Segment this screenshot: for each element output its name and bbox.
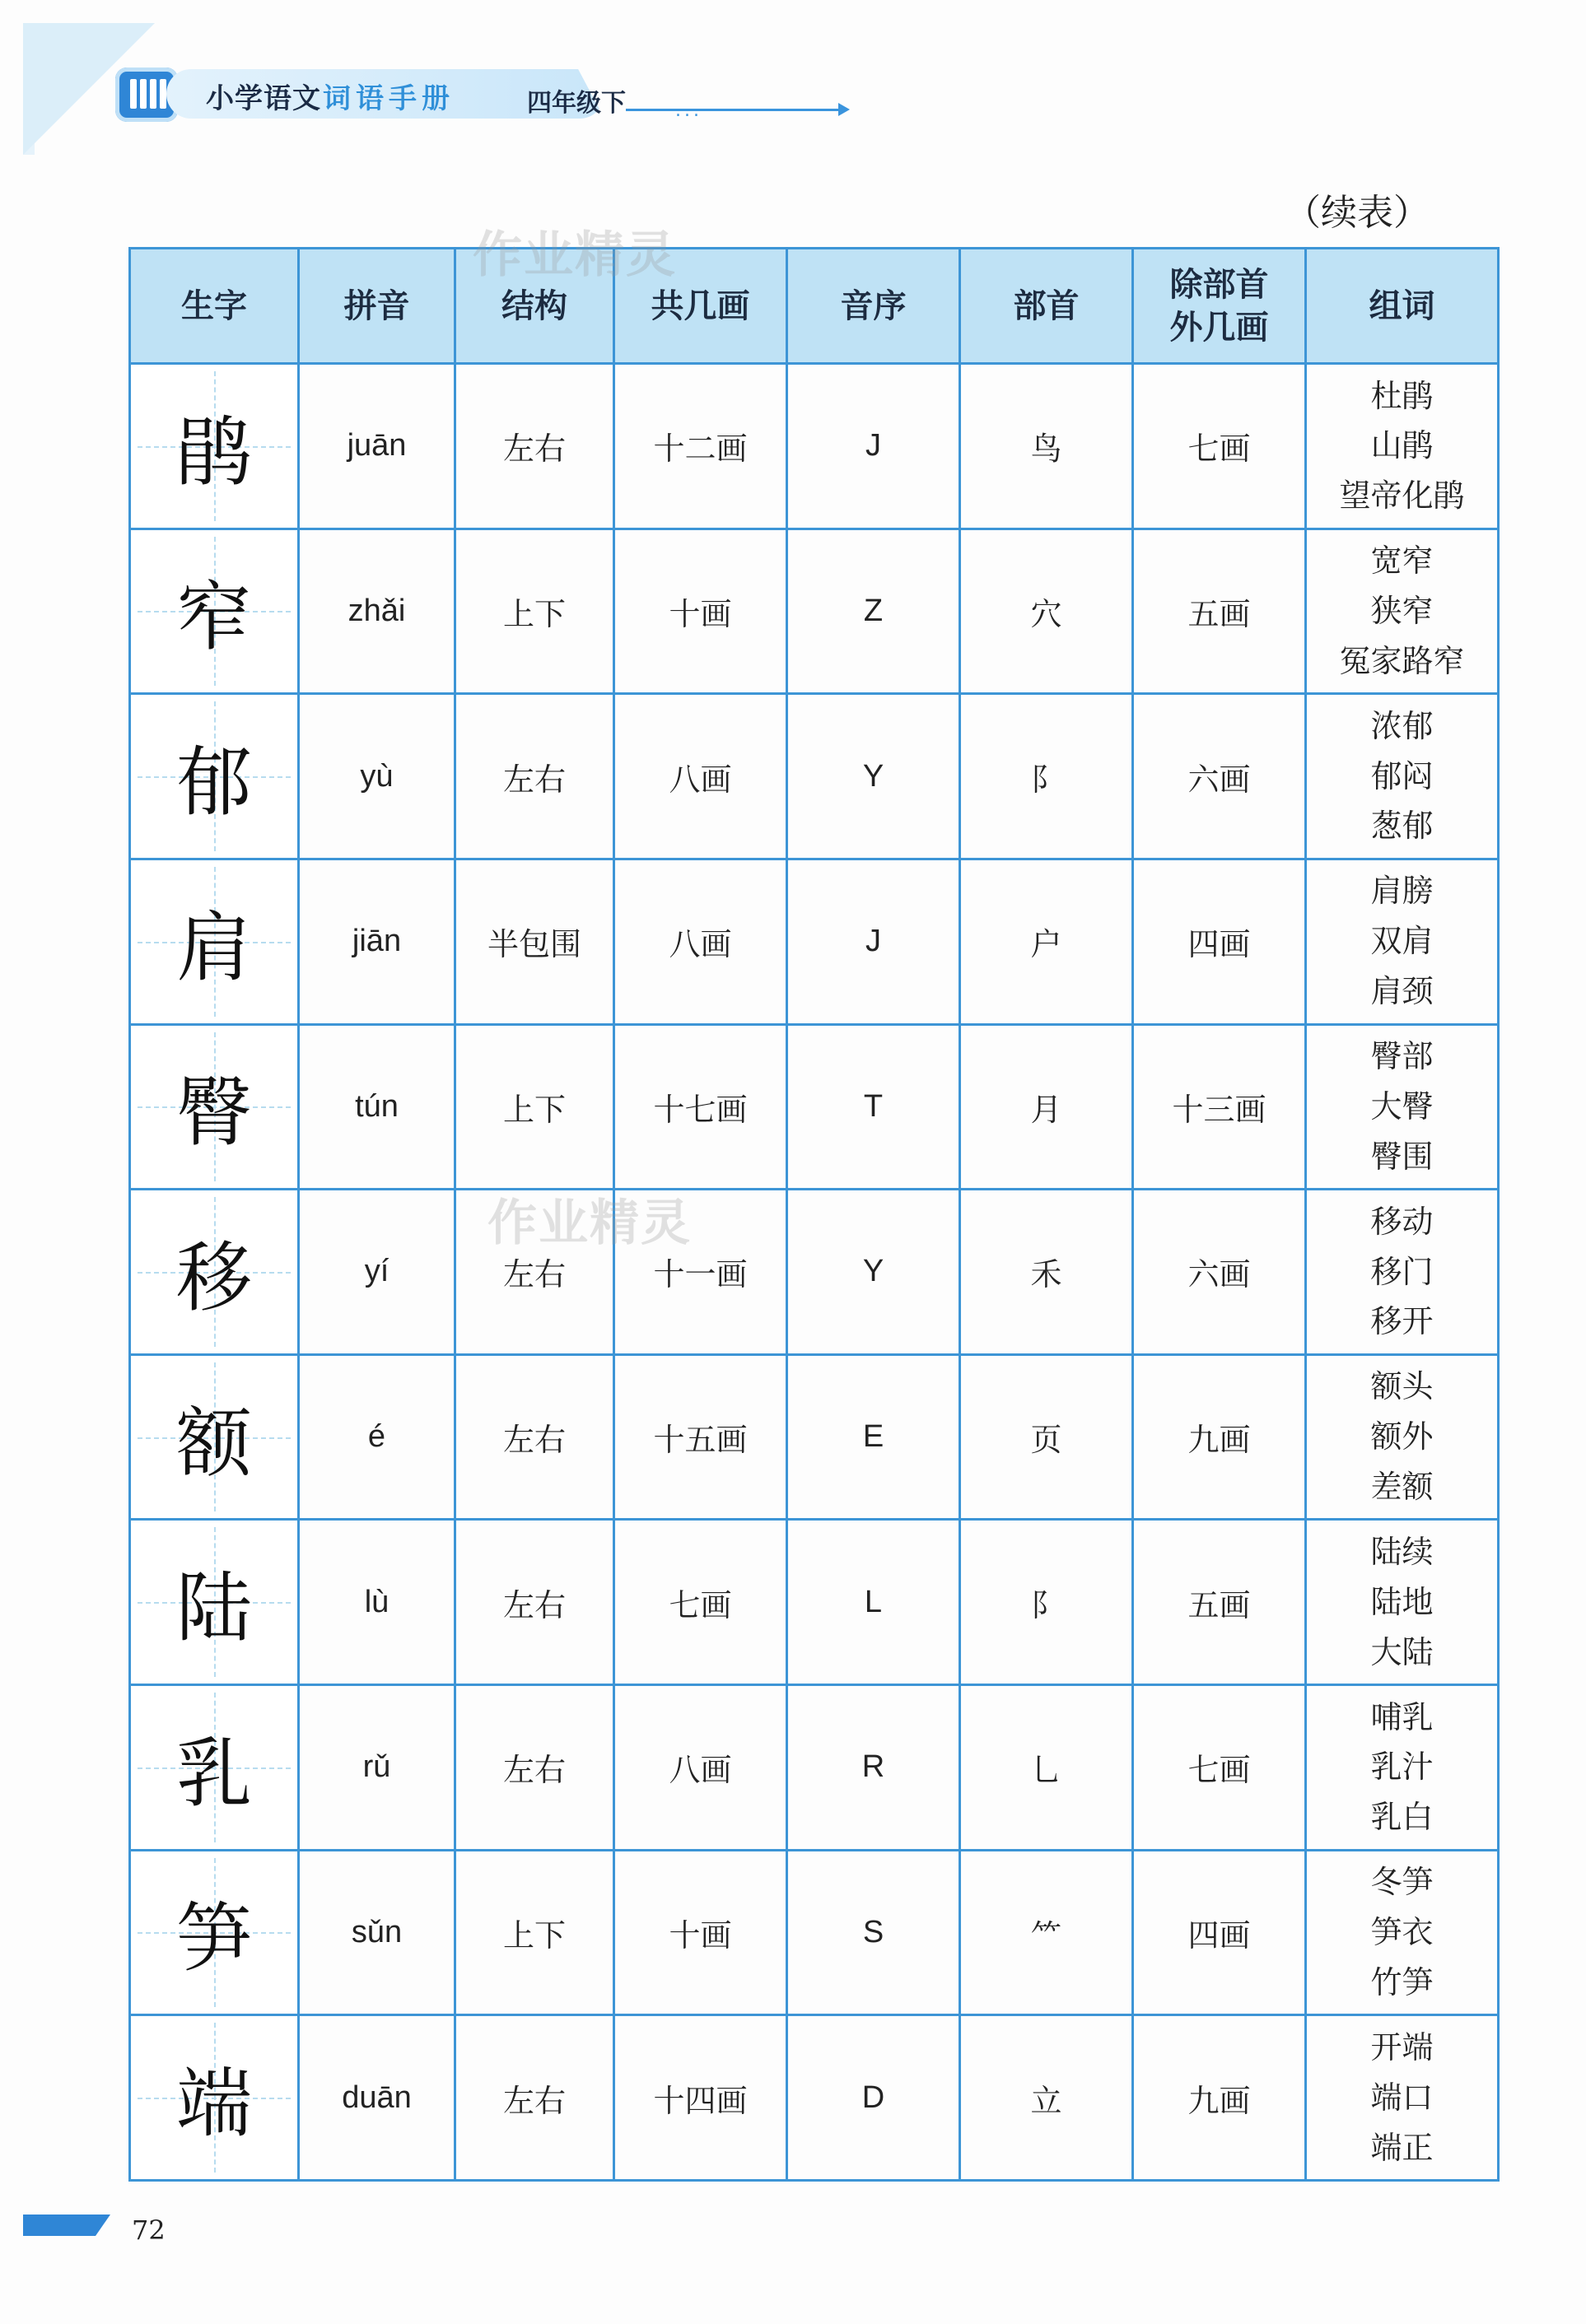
index-letter-cell: R xyxy=(787,1685,960,1851)
word-item: 差额 xyxy=(1370,1468,1434,1505)
structure-cell: 左右 xyxy=(455,694,614,859)
char-cell xyxy=(130,1685,299,1851)
structure-cell: 上下 xyxy=(455,529,614,694)
word-item: 大臀 xyxy=(1370,1087,1434,1125)
table-row xyxy=(130,1850,1499,2015)
strokes-cell: 十画 xyxy=(614,529,787,694)
char-cell xyxy=(130,859,299,1024)
character-glyph: 端 xyxy=(175,2060,252,2149)
words-cell xyxy=(1306,1190,1499,1355)
strokes-cell: 十画 xyxy=(614,1850,787,2015)
radical-cell: ⺮ xyxy=(960,1850,1133,2015)
word-item: 山鹃 xyxy=(1370,427,1434,464)
table-row xyxy=(130,529,1499,694)
table-row xyxy=(130,1354,1499,1520)
radical-cell: 月 xyxy=(960,1024,1133,1190)
structure-cell: 半包围 xyxy=(455,859,614,1024)
word-item: 哺乳 xyxy=(1370,1698,1434,1735)
header-grade: 四年级下 xyxy=(527,89,626,118)
char-cell xyxy=(130,1520,299,1685)
table-row xyxy=(130,1190,1499,1355)
character-glyph: 郁 xyxy=(175,738,252,827)
word-item: 肩膀 xyxy=(1370,873,1434,910)
word-item: 冬笋 xyxy=(1370,1864,1434,1901)
char-cell xyxy=(130,1850,299,2015)
pinyin-cell: yí xyxy=(299,1190,455,1355)
char-cell xyxy=(130,1354,299,1520)
other-strokes-cell: 十三画 xyxy=(1133,1024,1306,1190)
word-item: 狭窄 xyxy=(1370,593,1434,630)
table-row xyxy=(130,2015,1499,2181)
char-cell xyxy=(130,694,299,859)
words-cell xyxy=(1306,364,1499,529)
words-cell xyxy=(1306,1520,1499,1685)
word-item: 移开 xyxy=(1370,1303,1434,1340)
strokes-cell: 十四画 xyxy=(614,2015,787,2181)
word-item: 额外 xyxy=(1370,1418,1434,1455)
word-item: 陆地 xyxy=(1370,1583,1434,1620)
pinyin-cell: yù xyxy=(299,694,455,859)
strokes-cell: 八画 xyxy=(614,694,787,859)
other-strokes-cell: 五画 xyxy=(1133,1520,1306,1685)
word-item: 额头 xyxy=(1370,1368,1434,1405)
character-glyph: 陆 xyxy=(175,1564,252,1653)
word-item: 臀部 xyxy=(1370,1038,1434,1075)
table-header-row xyxy=(130,249,1499,364)
index-letter-cell: Z xyxy=(787,529,960,694)
word-item: 乳白 xyxy=(1370,1799,1434,1836)
word-item: 冤家路窄 xyxy=(1339,642,1465,679)
word-item: 大陆 xyxy=(1370,1633,1434,1670)
table-row xyxy=(130,1520,1499,1685)
words-cell xyxy=(1306,1024,1499,1190)
word-item: 开端 xyxy=(1370,2028,1434,2066)
table-row xyxy=(130,859,1499,1024)
words-cell xyxy=(1306,859,1499,1024)
word-item: 端口 xyxy=(1370,2079,1434,2116)
word-item: 肩颈 xyxy=(1370,973,1434,1010)
index-letter-cell: J xyxy=(787,364,960,529)
character-glyph: 移 xyxy=(175,1233,252,1322)
strokes-cell: 十一画 xyxy=(614,1190,787,1355)
col-header-strokes: 共几画 xyxy=(614,249,787,364)
other-strokes-cell: 七画 xyxy=(1133,364,1306,529)
radical-cell: 立 xyxy=(960,2015,1133,2181)
radical-cell: 穴 xyxy=(960,529,1133,694)
vocabulary-table xyxy=(128,247,1500,2182)
other-strokes-cell: 四画 xyxy=(1133,1850,1306,2015)
col-header-other-strokes: 除部首 外几画 xyxy=(1133,249,1306,364)
watermark: 作业精灵 xyxy=(473,226,677,284)
watermark: 作业精灵 xyxy=(487,1195,692,1252)
word-item: 端正 xyxy=(1370,2129,1434,2166)
word-item: 葱郁 xyxy=(1370,808,1434,845)
col-header-char: 生字 xyxy=(130,249,299,364)
structure-cell: 左右 xyxy=(455,1190,614,1355)
words-cell xyxy=(1306,2015,1499,2181)
other-strokes-cell: 九画 xyxy=(1133,1354,1306,1520)
words-cell xyxy=(1306,1685,1499,1851)
structure-cell: 左右 xyxy=(455,1354,614,1520)
pinyin-cell: rǔ xyxy=(299,1685,455,1851)
character-glyph: 臀 xyxy=(175,1069,252,1157)
char-cell xyxy=(130,1024,299,1190)
strokes-cell: 八画 xyxy=(614,859,787,1024)
character-glyph: 肩 xyxy=(175,903,252,992)
char-cell xyxy=(130,1190,299,1355)
words-cell xyxy=(1306,694,1499,859)
word-item: 移动 xyxy=(1370,1203,1434,1240)
col-header-structure: 结构 xyxy=(455,249,614,364)
structure-cell: 左右 xyxy=(455,364,614,529)
strokes-cell: 十五画 xyxy=(614,1354,787,1520)
other-strokes-cell: 九画 xyxy=(1133,2015,1306,2181)
word-item: 臀围 xyxy=(1370,1138,1434,1175)
pinyin-cell: jiān xyxy=(299,859,455,1024)
radical-cell: 户 xyxy=(960,859,1133,1024)
radical-cell: 阝 xyxy=(960,694,1133,859)
pinyin-cell: juān xyxy=(299,364,455,529)
word-item: 杜鹃 xyxy=(1370,377,1434,414)
header-arrow xyxy=(626,109,847,111)
footer-accent-bar xyxy=(23,2215,96,2236)
word-item: 郁闷 xyxy=(1370,757,1434,794)
character-glyph: 乳 xyxy=(175,1729,252,1818)
word-item: 笋衣 xyxy=(1370,1914,1434,1951)
other-strokes-cell: 五画 xyxy=(1133,529,1306,694)
table-row xyxy=(130,694,1499,859)
char-cell xyxy=(130,2015,299,2181)
other-strokes-cell: 六画 xyxy=(1133,694,1306,859)
radical-cell: 页 xyxy=(960,1354,1133,1520)
page-header xyxy=(115,64,758,127)
continued-label: （续表） xyxy=(1285,192,1430,234)
structure-cell: 左右 xyxy=(455,1685,614,1851)
index-letter-cell: L xyxy=(787,1520,960,1685)
structure-cell: 左右 xyxy=(455,1520,614,1685)
strokes-cell: 十二画 xyxy=(614,364,787,529)
col-header-words: 组词 xyxy=(1306,249,1499,364)
table-row xyxy=(130,1685,1499,1851)
strokes-cell: 十七画 xyxy=(614,1024,787,1190)
word-item: 双肩 xyxy=(1370,923,1434,960)
structure-cell: 左右 xyxy=(455,2015,614,2181)
radical-cell: 乚 xyxy=(960,1685,1133,1851)
character-glyph: 鹃 xyxy=(175,408,252,496)
pinyin-cell: é xyxy=(299,1354,455,1520)
pinyin-cell: zhǎi xyxy=(299,529,455,694)
words-cell xyxy=(1306,529,1499,694)
pinyin-cell: lù xyxy=(299,1520,455,1685)
col-header-index: 音序 xyxy=(787,249,960,364)
word-item: 望帝化鹃 xyxy=(1339,477,1465,515)
index-letter-cell: Y xyxy=(787,1190,960,1355)
char-cell xyxy=(130,364,299,529)
word-item: 陆续 xyxy=(1370,1533,1434,1570)
table-row xyxy=(130,364,1499,529)
character-glyph: 额 xyxy=(175,1399,252,1488)
word-item: 竹笋 xyxy=(1370,1963,1434,2000)
pinyin-cell: sǔn xyxy=(299,1850,455,2015)
header-title: 小学语文 xyxy=(206,82,321,115)
character-glyph: 笋 xyxy=(175,1894,252,1983)
col-header-radical: 部首 xyxy=(960,249,1133,364)
radical-cell: 鸟 xyxy=(960,364,1133,529)
pinyin-cell: tún xyxy=(299,1024,455,1190)
character-glyph: 窄 xyxy=(175,573,252,662)
table-row xyxy=(130,1024,1499,1190)
header-dots: ... xyxy=(675,100,702,121)
radical-cell: 阝 xyxy=(960,1520,1133,1685)
pinyin-cell: duān xyxy=(299,2015,455,2181)
word-item: 浓郁 xyxy=(1370,707,1434,744)
index-letter-cell: J xyxy=(787,859,960,1024)
word-item: 乳汁 xyxy=(1370,1749,1434,1786)
words-cell xyxy=(1306,1850,1499,2015)
char-cell xyxy=(130,529,299,694)
words-cell xyxy=(1306,1354,1499,1520)
strokes-cell: 七画 xyxy=(614,1520,787,1685)
word-item: 宽窄 xyxy=(1370,543,1434,580)
index-letter-cell: S xyxy=(787,1850,960,2015)
radical-cell: 禾 xyxy=(960,1190,1133,1355)
index-letter-cell: D xyxy=(787,2015,960,2181)
index-letter-cell: T xyxy=(787,1024,960,1190)
index-letter-cell: Y xyxy=(787,694,960,859)
page-number: 72 xyxy=(132,2215,166,2246)
other-strokes-cell: 六画 xyxy=(1133,1190,1306,1355)
index-letter-cell: E xyxy=(787,1354,960,1520)
strokes-cell: 八画 xyxy=(614,1685,787,1851)
structure-cell: 上下 xyxy=(455,1024,614,1190)
other-strokes-cell: 七画 xyxy=(1133,1685,1306,1851)
header-subtitle: 词语手册 xyxy=(323,82,455,115)
col-header-pinyin: 拼音 xyxy=(299,249,455,364)
word-item: 移门 xyxy=(1370,1253,1434,1290)
other-strokes-cell: 四画 xyxy=(1133,859,1306,1024)
structure-cell: 上下 xyxy=(455,1850,614,2015)
